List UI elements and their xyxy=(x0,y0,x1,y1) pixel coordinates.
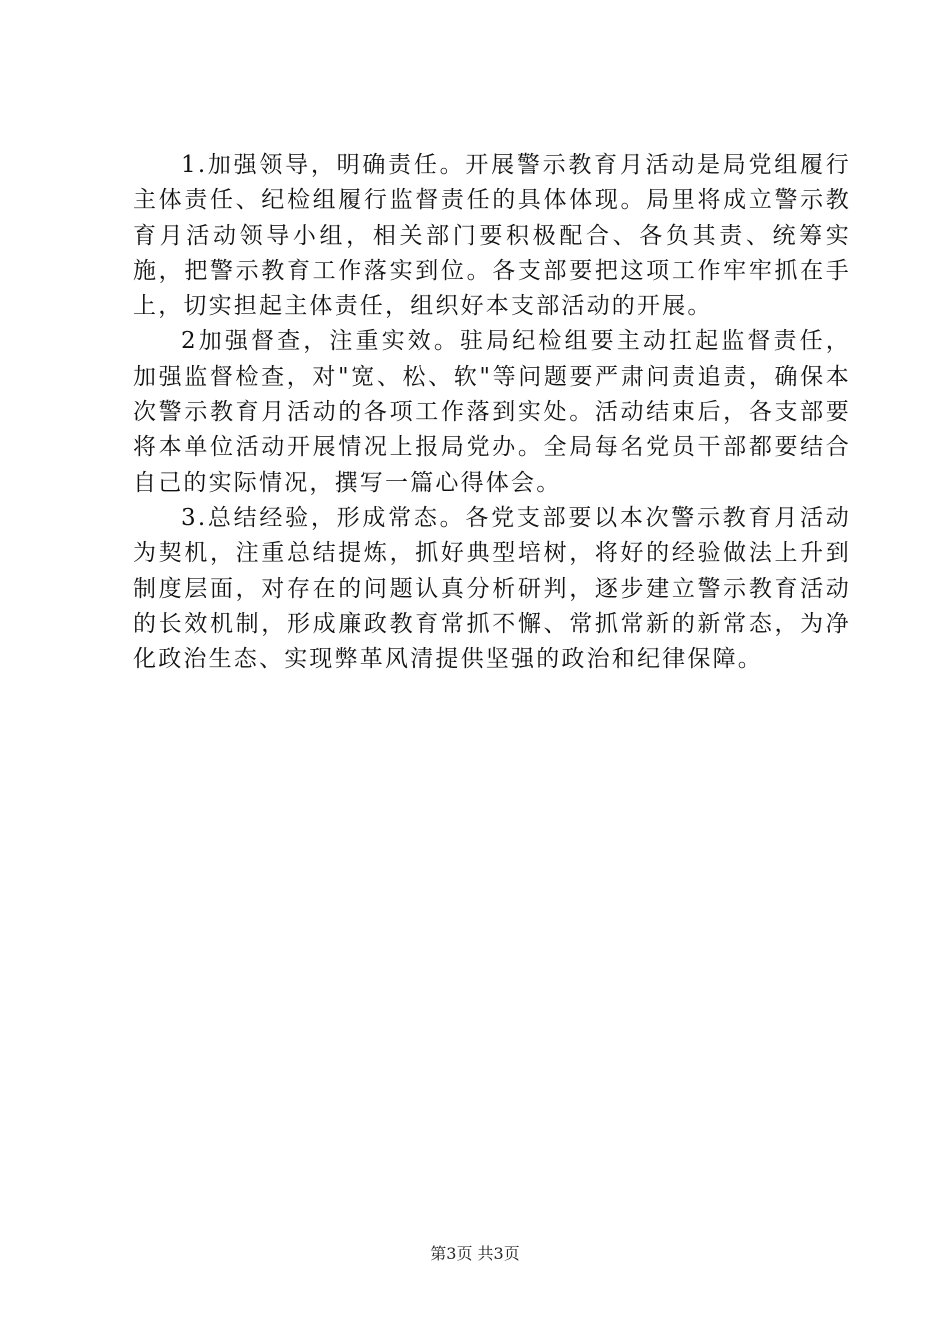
paragraph-strengthen-supervision: 2加强督查，注重实效。驻局纪检组要主动扛起监督责任，加强监督检查，对"宽、松、软"等问题要严肃问责追责，确保本次警示教育月活动的各项工作落到实处。活动结束后，各支部要将本单位活动开展情况上报局党办。全局每名党员干部都要结合自己的实际情况，撰写一篇心得体会。 xyxy=(133,328,851,496)
document-body xyxy=(133,148,851,677)
paragraph-strengthen-leadership: 1.加强领导，明确责任。开展警示教育月活动是局党组履行主体责任、纪检组履行监督责任的具体体现。局里将成立警示教育月活动领导小组，相关部门要积极配合、各负其责、统筹实施，把警示教育工作落实到位。各支部要把这项工作牢牢抓在手上，切实担起主体责任，组织好本支部活动的开展。 xyxy=(133,152,851,320)
page-number-footer: 第3页 共3页 xyxy=(430,1244,520,1263)
paragraph-summarize-experience: 3.总结经验，形成常态。各党支部要以本次警示教育月活动为契机，注重总结提炼，抓好典型培树，将好的经验做法上升到制度层面，对存在的问题认真分析研判，逐步建立警示教育活动的长效机制，形成廉政教育常抓不懈、常抓常新的新常态，为净化政治生态、实现弊革风清提供坚强的政治和纪律保障。 xyxy=(133,504,851,673)
